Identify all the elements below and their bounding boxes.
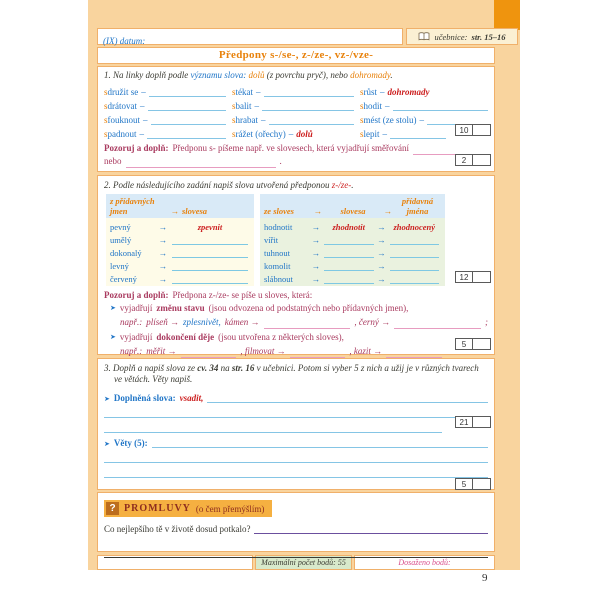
instruction-text: Doplň a napiš slova ze [113, 363, 195, 373]
word-item [104, 111, 226, 125]
table-row [110, 232, 250, 245]
word-grid [104, 83, 488, 139]
table-word: hodnotit [264, 222, 293, 232]
corner-accent [494, 0, 520, 30]
arrow-icon: → [311, 248, 321, 258]
table-row [264, 232, 441, 245]
instruction-text: v učebnici. Potom si vyber 5 z nich a užij je v různých tvarech ve větách. Věty napiš. [114, 363, 479, 384]
table-word: tuhnout [264, 248, 290, 258]
answer-line[interactable] [172, 275, 248, 284]
score-max-value: 10 [455, 124, 473, 136]
dash: – [385, 101, 390, 111]
instruction-highlight-prefix: z-/ze- [331, 180, 352, 190]
arrow-icon: → [377, 274, 386, 284]
question-mark-icon: ? [106, 502, 119, 515]
answer-line[interactable] [181, 348, 237, 358]
observe-text: nebo [104, 156, 122, 166]
answer-line[interactable] [172, 249, 248, 258]
write-row [104, 418, 488, 433]
filled-words-label: Doplněná slova: [113, 393, 176, 403]
arrow-icon: → [170, 206, 180, 216]
dash: – [256, 87, 261, 97]
max-points-text: Maximální počet bodů: 55 [261, 558, 346, 567]
observe-text: vyjadřují [119, 331, 153, 342]
bullet-arrow-icon: ➤ [110, 332, 116, 341]
sentences-row [104, 433, 488, 448]
word-body: tékat [235, 87, 254, 97]
sentences-label: Věty (5): [113, 438, 148, 448]
arrow-icon: → [311, 274, 321, 284]
answer-line[interactable] [324, 236, 374, 245]
column-header: z přídavných jmen [110, 196, 155, 216]
answer-line[interactable] [147, 129, 226, 139]
observe-label: Pozoruj a doplň: [104, 143, 169, 153]
arrow-icon: → [377, 222, 386, 232]
word-item [360, 83, 488, 97]
word-prefix: s [360, 87, 364, 97]
written-answer: zhodnocený [393, 222, 436, 232]
answer-line[interactable] [390, 262, 440, 271]
table-row [110, 271, 250, 284]
written-answer: vsadit, [179, 393, 204, 403]
word-prefix: s [104, 115, 108, 125]
score-max-value: 12 [455, 271, 473, 283]
observe-bullet [110, 302, 488, 315]
promluvy-section [97, 492, 495, 552]
date-field[interactable] [97, 28, 403, 45]
instruction-highlight-orange: dohromady [350, 70, 391, 80]
written-answer: dolů [296, 129, 313, 139]
arrow-icon: → [313, 206, 323, 216]
answer-line[interactable] [324, 249, 374, 258]
table-right-body [260, 218, 445, 286]
word-prefix: s [360, 101, 364, 111]
dash: – [143, 115, 148, 125]
word-body: rážet (ořechy) [235, 129, 286, 139]
promluvy-title: PROMLUVY [124, 503, 191, 514]
exercise-3-instruction [104, 363, 488, 385]
answer-line[interactable] [104, 408, 488, 418]
table-right-header [260, 194, 445, 218]
word-item [104, 125, 226, 139]
observe-bullet [110, 331, 488, 344]
dash: – [261, 115, 266, 125]
score-input-cell[interactable] [473, 478, 491, 490]
observe-text: ; [485, 317, 488, 327]
arrow-icon: → [377, 261, 386, 271]
table-row [264, 258, 441, 271]
filled-words-row [104, 388, 488, 403]
word-prefix: s [232, 129, 236, 139]
word-body: hrabat [235, 115, 259, 125]
answer-line[interactable] [324, 262, 374, 271]
table-word: vířit [264, 235, 279, 245]
derivation-table [106, 194, 445, 286]
datum-label: (IX) datum: [103, 36, 146, 46]
table-word: umělý [110, 235, 132, 245]
bullet-arrow-icon: ➤ [110, 303, 116, 312]
score-box-ex1 [455, 124, 491, 136]
arrow-icon: → [311, 235, 321, 245]
instruction-text: . [351, 180, 354, 190]
example-word: , filmovat → [240, 346, 286, 356]
instruction-text: Podle následujícího zadání napiš slova utvořená předponou [113, 180, 330, 190]
score-input-cell[interactable] [473, 154, 491, 166]
example-word: plíseň → [146, 317, 179, 327]
observe-text-bold: dokončení děje [156, 331, 215, 342]
textbook-pages: str. 15–16 [471, 31, 506, 42]
answer-line[interactable] [254, 524, 488, 534]
observe-example [120, 345, 488, 358]
arrow-icon: → [311, 261, 321, 271]
word-prefix: s [232, 101, 236, 111]
table-right-block [260, 194, 445, 286]
dash: – [141, 87, 146, 97]
observe-text-bold: změnu stavu [156, 302, 205, 313]
table-left-block [106, 194, 254, 286]
answer-line[interactable] [104, 423, 442, 433]
word-body: růst [363, 87, 378, 97]
example-word: kámen → [224, 317, 260, 327]
answer-line[interactable] [394, 319, 481, 329]
answer-line[interactable] [126, 158, 276, 168]
observe-text: Předpona z-/ze- se píše u sloves, která: [172, 290, 313, 300]
bullet-arrow-icon: ➤ [104, 440, 110, 448]
observe-text: vyjadřují [119, 302, 153, 313]
table-word: pevný [110, 222, 131, 232]
dash: – [139, 129, 145, 139]
answer-line[interactable] [151, 115, 226, 125]
word-item [232, 125, 354, 139]
observe-block-2 [104, 289, 488, 358]
written-answer: zhodnotit [332, 222, 366, 232]
exercise-3 [97, 358, 495, 490]
exercise-2-instruction [104, 179, 488, 191]
worksheet-content [97, 28, 506, 570]
answer-line[interactable] [104, 453, 488, 463]
observe-text: (jsou odvozena od podstatných nebo přídavných jmen), [208, 302, 409, 313]
answer-line[interactable] [324, 275, 374, 284]
table-word: levný [110, 261, 129, 271]
arrow-icon: → [158, 261, 168, 271]
word-prefix: s [360, 129, 364, 139]
word-prefix: s [104, 87, 108, 97]
score-box-observe2 [455, 338, 491, 350]
written-answer: zpevnit [197, 222, 223, 232]
page-title [97, 47, 495, 64]
answer-line[interactable] [264, 87, 354, 97]
word-item [360, 111, 488, 125]
answer-line[interactable] [104, 468, 488, 478]
promluvy-question-row [104, 524, 488, 534]
arrow-icon: → [158, 235, 168, 245]
textbook-ref [406, 28, 518, 45]
observe-label: Pozoruj a doplň: [104, 290, 169, 300]
answer-line[interactable] [269, 115, 354, 125]
write-row [104, 448, 488, 463]
answer-line[interactable] [390, 129, 446, 139]
word-body: balit [235, 101, 252, 111]
observe-text: (jsou utvořena z některých sloves), [218, 331, 344, 342]
exercise-1-instruction [104, 69, 488, 81]
answer-line[interactable] [152, 438, 488, 448]
arrow-icon: → [311, 222, 321, 232]
book-icon [418, 32, 430, 41]
score-input-cell[interactable] [473, 271, 491, 283]
answer-line[interactable] [262, 101, 354, 111]
word-body: družit se [107, 87, 139, 97]
instruction-text: Na linky doplň podle [113, 70, 189, 80]
exercise-number: 3. [104, 363, 111, 373]
instruction-text: na [220, 363, 230, 373]
example-label: např.: [120, 346, 143, 356]
dash: – [380, 87, 385, 97]
score-box-observe1 [455, 154, 491, 166]
score-input-cell[interactable] [473, 338, 491, 350]
column-header: slovesa [340, 206, 366, 216]
word-body: hodit [363, 101, 383, 111]
arrow-icon: → [158, 222, 168, 232]
dash: – [382, 129, 388, 139]
answer-line[interactable] [264, 319, 351, 329]
instruction-highlight-blue: významu slova: [190, 70, 247, 80]
observe-example [120, 316, 488, 329]
written-answer: dohromady [387, 87, 430, 97]
word-body: padnout [107, 129, 137, 139]
dash: – [254, 101, 260, 111]
score-input-cell[interactable] [473, 124, 491, 136]
dash: – [288, 129, 294, 139]
achieved-points-label: Dosaženo bodů: [398, 558, 451, 567]
bullet-arrow-icon: ➤ [104, 395, 110, 403]
word-item [104, 83, 226, 97]
answer-line[interactable] [148, 101, 226, 111]
answer-line[interactable] [172, 262, 248, 271]
exercise-2 [97, 175, 495, 355]
exercise-1 [97, 66, 495, 172]
table-row [110, 219, 250, 232]
example-label: např.: [120, 317, 143, 327]
word-prefix: s [360, 115, 364, 125]
word-item [360, 97, 488, 111]
instruction-text-bold: cv. 34 [197, 363, 219, 373]
header-row [97, 28, 506, 46]
textbook-label: učebnice: [434, 31, 468, 42]
observe-block-1 [104, 142, 488, 168]
exercise-number: 2. [104, 180, 111, 190]
answer-line[interactable] [104, 548, 488, 558]
observe-text: Předponu s- píšeme např. ve slovesech, která vyjadřují směřování [172, 143, 409, 153]
column-header: přídavná jména [401, 196, 434, 216]
table-left-header [106, 194, 254, 218]
word-prefix: s [104, 129, 108, 139]
table-left-body [106, 218, 254, 286]
write-row [104, 403, 488, 418]
table-word: červený [110, 274, 137, 284]
word-item [232, 83, 354, 97]
dash: – [140, 101, 145, 111]
answer-line[interactable] [386, 348, 442, 358]
word-body: drátovat [107, 101, 138, 111]
table-row [264, 219, 441, 232]
column-header: ze sloves [264, 206, 294, 216]
promluvy-subtitle: (o čem přemýšlím) [195, 503, 265, 514]
promluvy-question: Co nejlepšího tě v životě dosud potkalo? [104, 524, 251, 534]
table-row [110, 245, 250, 258]
answer-line[interactable] [172, 236, 248, 245]
instruction-text: (z povrchu pryč), nebo [266, 70, 348, 80]
table-word: komolit [264, 261, 291, 271]
table-row [264, 271, 441, 284]
word-prefix: s [232, 115, 236, 125]
answer-line[interactable] [207, 393, 488, 403]
observe-line [104, 155, 488, 168]
answer-line[interactable] [393, 101, 488, 111]
table-word: slábnout [264, 274, 293, 284]
score-max-value: 5 [455, 338, 473, 350]
instruction-text: . [390, 70, 393, 80]
instruction-text-bold: str. 16 [231, 363, 255, 373]
score-box-filled-words [455, 416, 491, 428]
arrow-icon: → [158, 248, 168, 258]
example-word: měřit → [146, 346, 177, 356]
score-box-ex2 [455, 271, 491, 283]
column-header: slovesa [182, 206, 208, 216]
answer-line[interactable] [390, 249, 440, 258]
write-row [104, 478, 488, 493]
score-max-value: 21 [455, 416, 473, 428]
score-max-value: 5 [455, 478, 473, 490]
example-answer: zplesnivět, [183, 317, 221, 327]
answer-line[interactable] [390, 236, 440, 245]
table-row [110, 258, 250, 271]
score-input-cell[interactable] [473, 416, 491, 428]
observe-text: . [279, 156, 282, 166]
arrow-icon: → [383, 206, 393, 216]
arrow-icon: → [158, 274, 168, 284]
word-body: lepit [363, 129, 380, 139]
instruction-highlight-orange: dolů [248, 70, 265, 80]
score-box-sentences [455, 478, 491, 490]
example-word: , černý → [354, 317, 391, 327]
score-max-value: 2 [455, 154, 473, 166]
arrow-icon: → [377, 248, 386, 258]
page-number: 9 [482, 572, 488, 584]
dash: – [419, 115, 425, 125]
answer-line[interactable] [390, 275, 440, 284]
example-word: , kazit → [349, 346, 383, 356]
observe-line [104, 289, 488, 302]
answer-line[interactable] [149, 87, 226, 97]
word-prefix: s [232, 87, 236, 97]
observe-line [104, 142, 488, 155]
word-item [232, 97, 354, 111]
answer-line[interactable] [290, 348, 346, 358]
word-prefix: s [104, 101, 108, 111]
table-row [264, 245, 441, 258]
page-title-text: Předpony s-/se-, z-/ze-, vz-/vze- [218, 49, 374, 61]
write-row [104, 463, 488, 478]
arrow-icon: → [377, 235, 386, 245]
word-body: fouknout [107, 115, 141, 125]
word-body: mést (ze stolu) [363, 115, 417, 125]
exercise-number: 1. [104, 70, 111, 80]
word-item [104, 97, 226, 111]
table-word: dokonalý [110, 248, 142, 258]
word-item [232, 111, 354, 125]
promluvy-header [104, 500, 272, 517]
